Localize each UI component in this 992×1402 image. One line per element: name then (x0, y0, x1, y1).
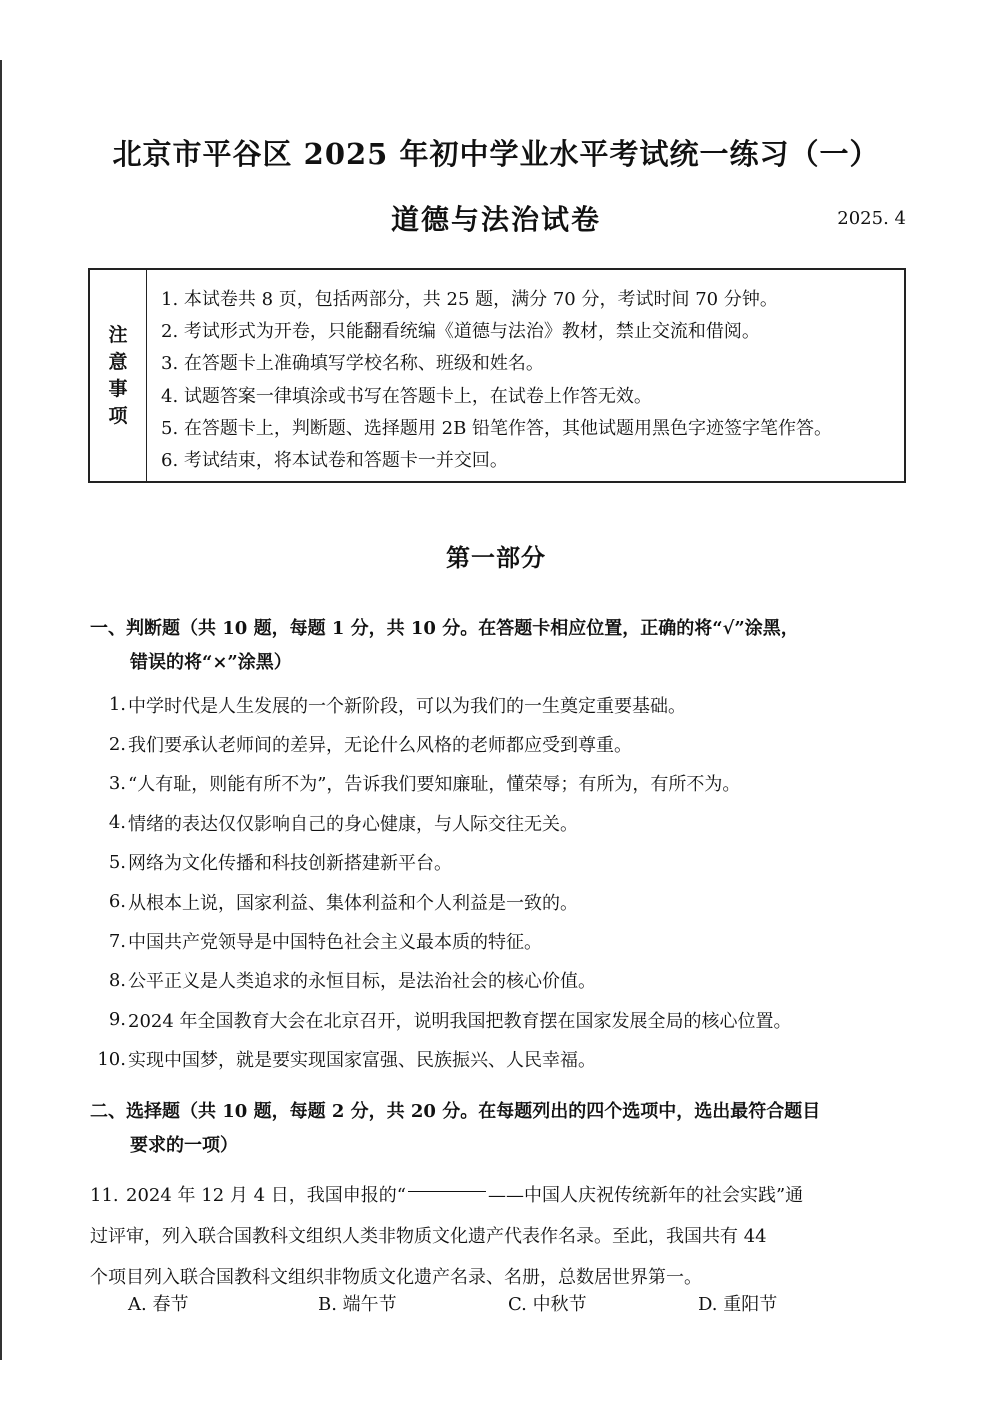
option-a: A. 春节 (128, 1294, 189, 1315)
judgment-item (96, 764, 916, 803)
judgment-item (96, 1000, 916, 1039)
judgment-item (96, 961, 916, 1000)
question-number: 1. (108, 694, 126, 716)
question-number: 7. (108, 930, 126, 952)
question-11-line: 过评审，列入联合国教科文组织人类非物质文化遗产代表作名录。至此，我国共有 44 (90, 1226, 767, 1247)
judgment-item (96, 803, 916, 842)
page-edge-rule (0, 60, 2, 1360)
section-heading-line: 二、选择题（共 10 题，每题 2 分，共 20 分。在每题列出的四个选项中，选出最符合题目 (90, 1101, 821, 1122)
question-text: “人有耻，则能有所不为”，告诉我们要知廉耻，懂荣辱；有所为，有所不为。 (128, 774, 741, 796)
question-number: 4. (108, 812, 126, 834)
section-choice-heading (90, 1095, 920, 1163)
exam-title: 北京市平谷区 2025 年初中学业水平考试统一练习（一） (112, 137, 880, 171)
judgment-item (96, 724, 916, 763)
judgment-item (96, 685, 916, 724)
notice-label-char: 意 (108, 350, 128, 373)
question-text: 2024 年全国教育大会在北京召开，说明我国把教育摆在国家发展全局的核心位置。 (128, 1010, 792, 1032)
exam-subtitle: 道德与法治试卷 (390, 203, 601, 236)
question-11-line: 个项目列入联合国教科文组织非物质文化遗产名录、名册，总数居世界第一。 (90, 1267, 702, 1288)
question-text: 情绪的表达仅仅影响自己的身心健康，与人际交往无关。 (128, 813, 578, 835)
part-one-title: 第一部分 (446, 543, 546, 572)
notice-item: 3. 在答题卡上准确填写学校名称、班级和姓名。 (161, 353, 544, 375)
question-text: 从根本上说，国家利益、集体利益和个人利益是一致的。 (128, 892, 578, 914)
question-11 (90, 1175, 910, 1298)
question-number: 8. (108, 969, 126, 991)
question-number: 11. (90, 1185, 119, 1206)
question-number: 5. (108, 851, 126, 873)
notice-label-char: 事 (108, 377, 128, 400)
judgment-list (96, 685, 916, 1079)
question-number: 3. (108, 772, 126, 794)
question-11-line (90, 1175, 910, 1216)
judgment-item (96, 882, 916, 921)
question-text: 中国共产党领导是中国特色社会主义最本质的特征。 (128, 932, 542, 954)
option-b: B. 端午节 (318, 1294, 397, 1315)
notice-item: 2. 考试形式为开卷，只能翻看统编《道德与法治》教材，禁止交流和借阅。 (161, 321, 760, 343)
question-11-options (128, 1290, 888, 1316)
question-text: ——中国人庆祝传统新年的社会实践”通 (487, 1185, 804, 1206)
notice-list (147, 270, 832, 481)
question-text: 公平正义是人类追求的永恒目标，是法治社会的核心价值。 (128, 971, 596, 993)
section-judgment-heading (90, 612, 920, 680)
judgment-item (96, 921, 916, 960)
notice-item: 5. 在答题卡上，判断题、选择题用 2B 铅笔作答，其他试题用黑色字迹签字笔作答。 (161, 417, 833, 439)
section-heading-line: 错误的将“×”涂黑） (130, 652, 292, 673)
notice-label-char: 注 (108, 323, 128, 346)
notice-item: 4. 试题答案一律填涂或书写在答题卡上，在试卷上作答无效。 (161, 385, 652, 407)
notice-item: 1. 本试卷共 8 页，包括两部分，共 25 题，满分 70 分，考试时间 70 分钟。 (161, 289, 778, 310)
notice-label (90, 270, 147, 481)
notice-label-char: 项 (108, 404, 128, 427)
question-text: 2024 年 12 月 4 日，我国申报的“ (126, 1185, 406, 1206)
question-text: 中学时代是人生发展的一个新阶段，可以为我们的一生奠定重要基础。 (128, 695, 686, 717)
question-number: 9. (108, 1009, 126, 1031)
option-d: D. 重阳节 (698, 1294, 778, 1315)
fill-in-blank (408, 1175, 486, 1192)
section-heading-line: 要求的一项） (130, 1135, 238, 1156)
question-number: 10. (97, 1048, 126, 1070)
question-text: 实现中国梦，就是要实现国家富强、民族振兴、人民幸福。 (128, 1050, 596, 1072)
question-number: 2. (108, 733, 126, 755)
notice-item: 6. 考试结束，将本试卷和答题卡一并交回。 (161, 450, 508, 472)
question-text: 网络为文化传播和科技创新搭建新平台。 (128, 853, 452, 875)
judgment-item (96, 843, 916, 882)
question-number: 6. (108, 891, 126, 913)
judgment-item (96, 1040, 916, 1079)
question-text: 我们要承认老师间的差异，无论什么风格的老师都应受到尊重。 (128, 735, 632, 757)
exam-date: 2025. 4 (837, 208, 906, 229)
section-heading-line: 一、判断题（共 10 题，每题 1 分，共 10 分。在答题卡相应位置，正确的将“√”涂黑， (90, 618, 799, 639)
notice-box (88, 268, 906, 483)
option-c: C. 中秋节 (508, 1294, 587, 1315)
